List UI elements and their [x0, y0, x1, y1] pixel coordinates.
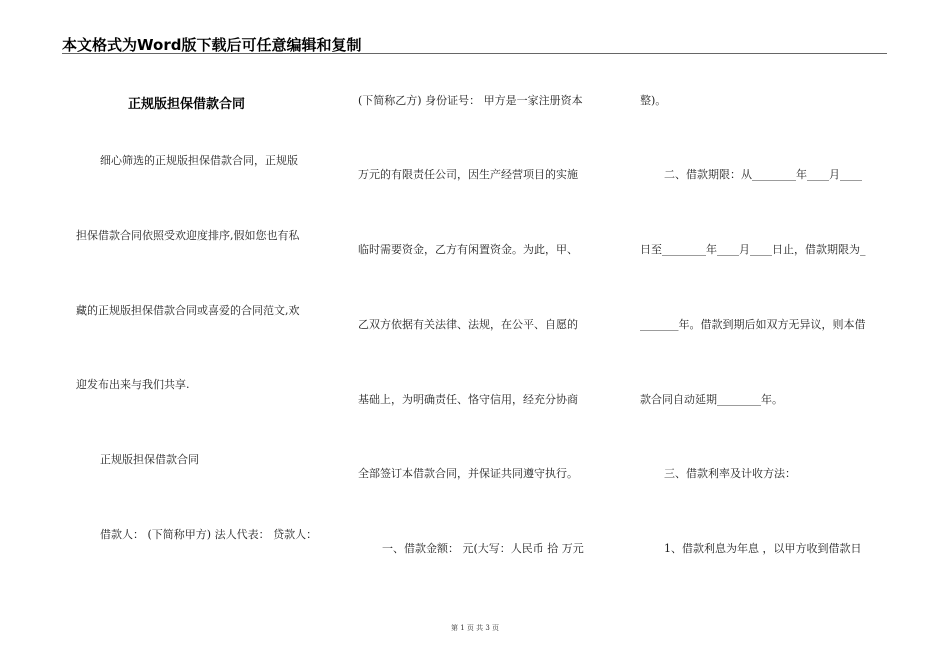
- paragraph-line: (下简称乙方) 身份证号： 甲方是一家注册资本: [358, 94, 583, 107]
- paragraph-line: 二、借款期限：从________年____月____: [664, 168, 862, 181]
- paragraph-line: 临时需要资金，乙方有闲置资金。为此，甲、: [358, 243, 578, 256]
- section-heading: 三、借款利率及计收方法：: [664, 467, 796, 480]
- paragraph-line: _______年。借款到期后如双方无异议，则本借: [640, 318, 866, 331]
- paragraph-line: 整)。: [640, 94, 667, 107]
- paragraph-line: 日至________年____月____日止，借款期限为_: [640, 243, 866, 256]
- paragraph-line: 款合同自动延期________年。: [640, 393, 783, 406]
- paragraph-line: 全部签订本借款合同，并保证共同遵守执行。: [358, 467, 578, 480]
- paragraph-line: 基础上，为明确责任、恪守信用，经充分协商: [358, 393, 578, 406]
- paragraph-line: 一、借款金额： 元(大写：人民币 拾 万元: [382, 542, 584, 555]
- paragraph-line: 藏的正规版担保借款合同或喜爱的合同范文,欢: [76, 304, 300, 317]
- paragraph-line: 迎发布出来与我们共享.: [76, 378, 190, 391]
- document-title: 正规版担保借款合同: [128, 97, 246, 112]
- paragraph-line: 万元的有限责任公司，因生产经营项目的实施: [358, 168, 578, 181]
- paragraph-line: 1、借款利息为年息 ，以甲方收到借款日: [664, 542, 862, 555]
- paragraph-line: 乙双方依据有关法律、法规，在公平、自愿的: [358, 318, 578, 331]
- section-heading: 正规版担保借款合同: [100, 453, 199, 466]
- paragraph-line: 担保借款合同依照受欢迎度排序,假如您也有私: [76, 229, 300, 242]
- paragraph-line: 借款人： (下简称甲方) 法人代表： 贷款人：: [100, 528, 318, 541]
- page-number: 第 1 页 共 3 页: [450, 624, 500, 632]
- paragraph-line: 细心筛选的正规版担保借款合同，正规版: [100, 154, 298, 167]
- page-header: 本文格式为Word版下载后可任意编辑和复制: [62, 36, 362, 54]
- header-divider: [62, 53, 887, 54]
